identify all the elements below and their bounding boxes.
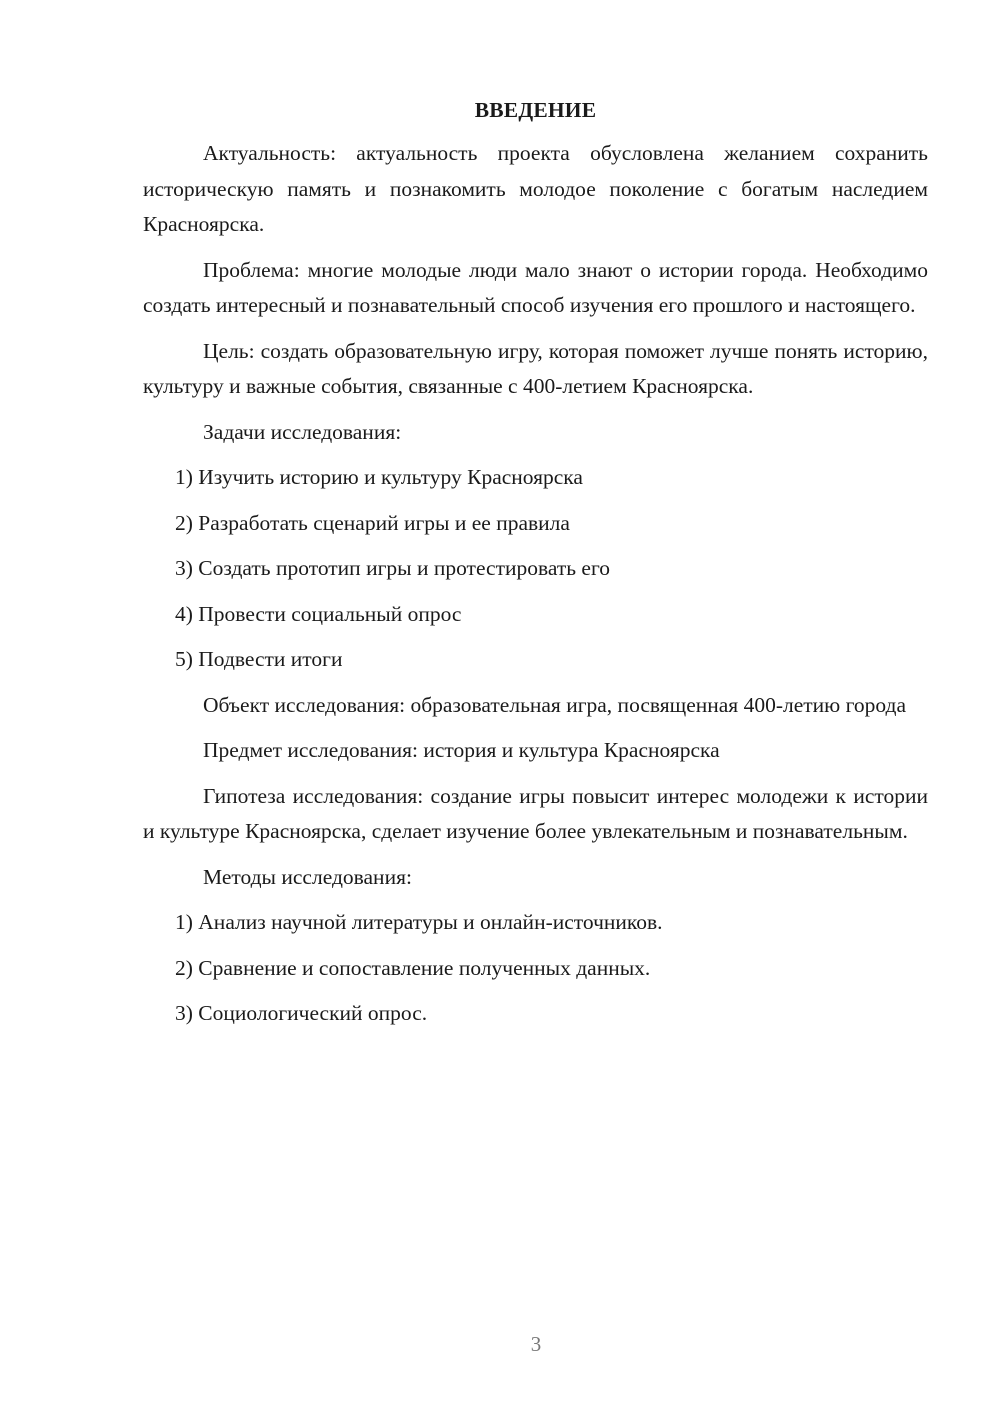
methods-list (143, 905, 928, 1032)
hypothesis-paragraph: Гипотеза исследования: создание игры повысит интерес молодежи к истории и культуре Красноярска, сделает изучение более увлекательным и познавательным. (143, 783, 928, 843)
goal-paragraph: Цель: создать образовательную игру, которая поможет лучше понять историю, культуру и важные события, связанные с 400-летием Красноярска. (143, 338, 928, 398)
section-title: ВВЕДЕНИЕ (474, 98, 597, 122)
list-item: 2) Разработать сценарий игры и ее правила (175, 510, 570, 535)
subject-paragraph: Предмет исследования: история и культура Красноярска (203, 738, 720, 762)
actuality-paragraph: Актуальность: актуальность проекта обусловлена желанием сохранить историческую память и познакомить молодое поколение с богатым наследием Красноярска. (143, 141, 928, 236)
list-item: 1) Анализ научной литературы и онлайн-источников. (175, 910, 663, 934)
object-paragraph: Объект исследования: образовательная игра, посвященная 400-летию города (203, 692, 906, 717)
tasks-list (143, 460, 928, 678)
document-page (143, 92, 928, 1042)
list-item: 3) Создать прототип игры и протестировать его (175, 556, 610, 580)
list-item: 1) Изучить историю и культуру Красноярска (175, 465, 583, 489)
methods-heading: Методы исследования: (203, 864, 412, 889)
tasks-heading: Задачи исследования: (203, 419, 402, 444)
list-item: 2) Сравнение и сопоставление полученных данных. (175, 955, 651, 980)
list-item: 5) Подвести итоги (175, 647, 343, 671)
list-item: 3) Социологический опрос. (175, 1001, 428, 1025)
list-item: 4) Провести социальный опрос (175, 601, 462, 626)
page-number: 3 (530, 1332, 542, 1356)
problem-paragraph: Проблема: многие молодые люди мало знают о истории города. Необходимо создать интересный и познавательный способ изучения его прошлого и настоящего. (143, 257, 928, 317)
